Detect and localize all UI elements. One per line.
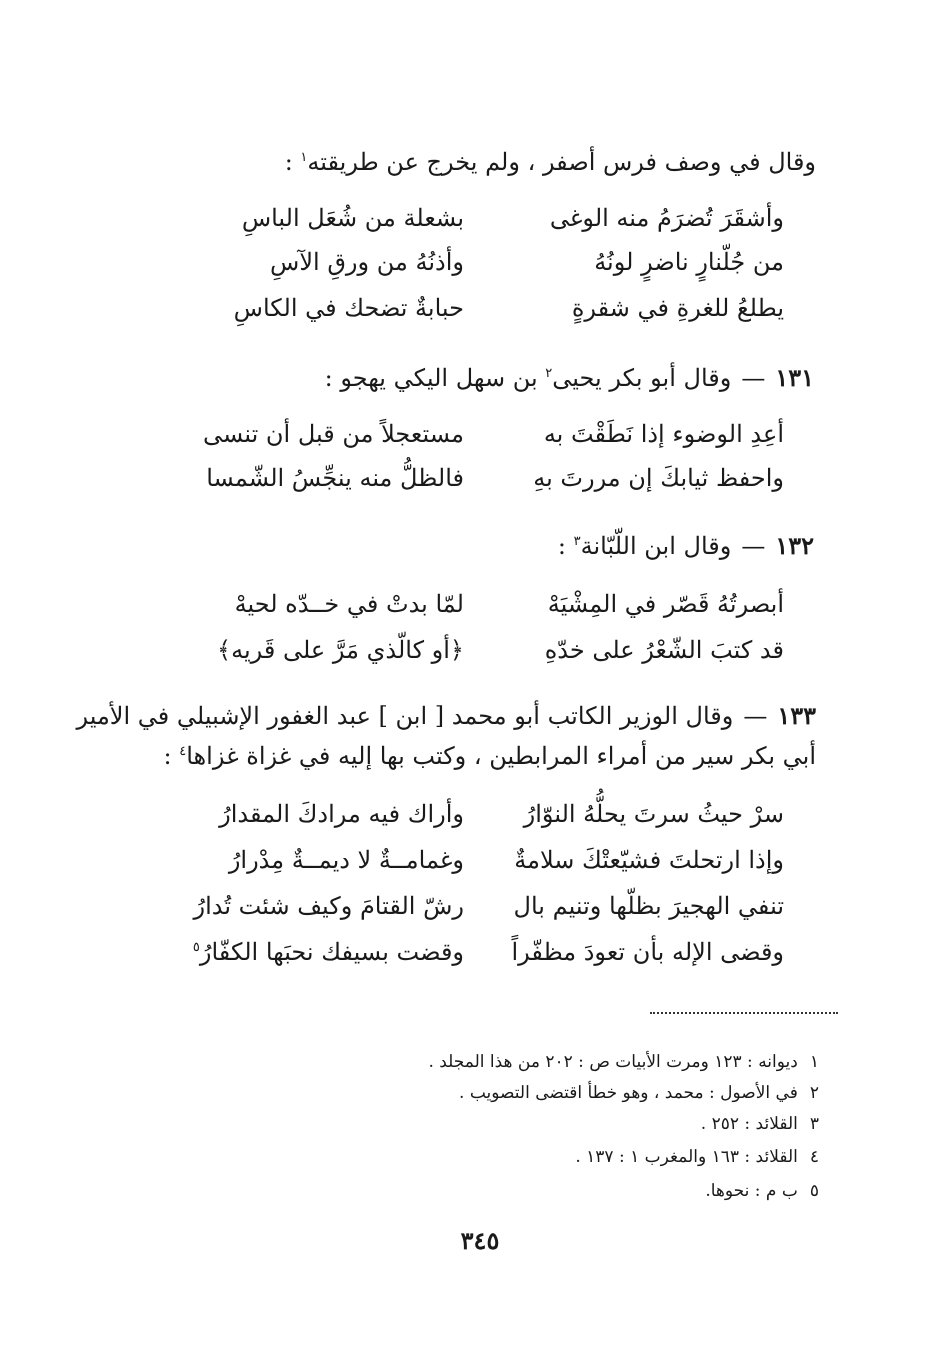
section-continuation (116, 740, 816, 772)
hemistich-first: وقضى الإله بأن تعودَ مظفّراً (511, 938, 784, 966)
hemistich-second: بشعلة من شُعَل الباسِ (241, 204, 464, 232)
section-number: ١٣٣ (777, 701, 816, 730)
footnote-ref: ٢ (545, 366, 553, 381)
footnote-ref: ٣ (573, 534, 581, 549)
footnote (319, 1081, 819, 1105)
section-text: وقال أبو بكر يحيى (552, 364, 732, 392)
intro-text: وقال في وصف فرس أصفر ، ولم يخرج عن طريقته (307, 148, 816, 176)
footnote-number: ٤ (809, 1147, 819, 1167)
verse (164, 204, 784, 244)
intro-line (126, 146, 816, 178)
footnote (319, 1179, 819, 1203)
footnote-text: ب م : نحوها. (705, 1181, 798, 1201)
page-number: ٣٤٥ (460, 1226, 500, 1255)
hemistich-first: تنفي الهجيرَ بظلّها وتنيم بال (513, 892, 784, 920)
footnote-number: ٢ (809, 1083, 819, 1103)
footnote (319, 1145, 819, 1169)
hemistich-first: سرْ حيثُ سرتَ يحلُّهُ النوّارُ (523, 800, 784, 828)
verse (164, 636, 784, 676)
verse (164, 420, 784, 460)
section-number: ١٣٢ (775, 531, 814, 560)
footnote-number: ٣ (809, 1114, 819, 1134)
hemistich-second: وغمامــةٌ لا ديمــةٌ مِدْرارُ (228, 846, 464, 874)
hemistich-second: حبابةٌ تضحك في الكاسِ (233, 294, 464, 322)
section-dash: — (743, 702, 768, 730)
section-heading (76, 700, 816, 732)
section-text-rest: بن سهل اليكي يهجو : (324, 364, 538, 392)
section-text: وقال الوزير الكاتب أبو محمد [ ابن ] عبد الغفور الإشبيلي في الأمير (76, 702, 734, 730)
footnote-number: ١ (809, 1052, 819, 1072)
hemistich-second: رشّ القتامَ وكيف شئت تُدارُ (193, 892, 464, 920)
hemistich-second (164, 938, 464, 966)
footnote-text: ديوانه : ١٢٣ ومرت الأبيات ص : ٢٠٢ من هذا المجلد . (428, 1052, 798, 1072)
footnote-separator (650, 1012, 838, 1014)
hemistich-first: يطلعُ للغرةِ في شقرةٍ (571, 294, 784, 322)
footnote-text: في الأصول : محمد ، وهو خطأ اقتضى التصويب . (459, 1083, 798, 1103)
section-heading (124, 362, 814, 394)
section-number: ١٣١ (775, 363, 814, 392)
section-text-rest: : (557, 532, 566, 560)
footnote-text: القلائد : ١٦٣ والمغرب ١ : ١٣٧ . (575, 1147, 798, 1167)
footnote-ref: ٤ (179, 744, 187, 759)
section-colon: : (163, 742, 172, 770)
hemistich-second: فالظلُّ منه ينجِّسُ الشّمسا (206, 464, 464, 492)
intro-colon: : (284, 148, 293, 176)
hemistich-first: وإذا ارتحلتَ فشيّعتْكَ سلامةٌ (514, 846, 784, 874)
hemistich-first: واحفظ ثيابكَ إن مررتَ بهِ (533, 464, 784, 492)
footnote-text: القلائد : ٢٥٢ . (700, 1114, 798, 1134)
footnote (319, 1112, 819, 1136)
footnote-ref: ٥ (192, 940, 200, 955)
hemistich-second: ﴿أو كالّذي مَرَّ على قَريه﴾ (217, 636, 464, 664)
hemistich-text: وقضت بسيفك نحبَها الكفّارُ (199, 938, 464, 966)
section-text: وقال ابن اللّبّانة (580, 532, 732, 560)
section-heading (124, 530, 814, 562)
hemistich-first: من جُلّنارٍ ناضرٍ لونُهُ (594, 248, 784, 276)
verse (164, 590, 784, 630)
footnote-number: ٥ (809, 1181, 819, 1201)
section-text: أبي بكر سير من أمراء المرابطين ، وكتب بها إليه في غزاة غزاها (186, 742, 816, 770)
hemistich-second: وأذنُهُ من ورقِ الآسِ (270, 248, 464, 276)
verse (164, 892, 784, 932)
verse (164, 800, 784, 840)
hemistich-first: أعِدِ الوضوء إذا نَطَقْتَ به (543, 420, 784, 448)
section-dash: — (741, 532, 766, 560)
hemistich-second: لمّا بدتْ في خــدّه لحيهْ (234, 590, 464, 618)
hemistich-first: قد كتبَ الشّعْرُ على خدّهِ (544, 636, 784, 664)
verse (164, 294, 784, 334)
footnote (319, 1050, 819, 1074)
hemistich-first: أبصرتُهُ قَصّر في المِشْيَهْ (547, 590, 784, 618)
hemistich-second: وأراك فيه مرادكَ المقدارُ (219, 800, 464, 828)
hemistich-second: مستعجلاً من قبل أن تنسى (202, 420, 464, 448)
verse (164, 938, 784, 978)
section-dash: — (741, 364, 766, 392)
hemistich-first: وأشقَرَ تُضرَمُ منه الوغى (549, 204, 784, 232)
verse (164, 248, 784, 288)
verse (164, 464, 784, 504)
verse (164, 846, 784, 886)
footnote-ref: ١ (300, 150, 308, 165)
